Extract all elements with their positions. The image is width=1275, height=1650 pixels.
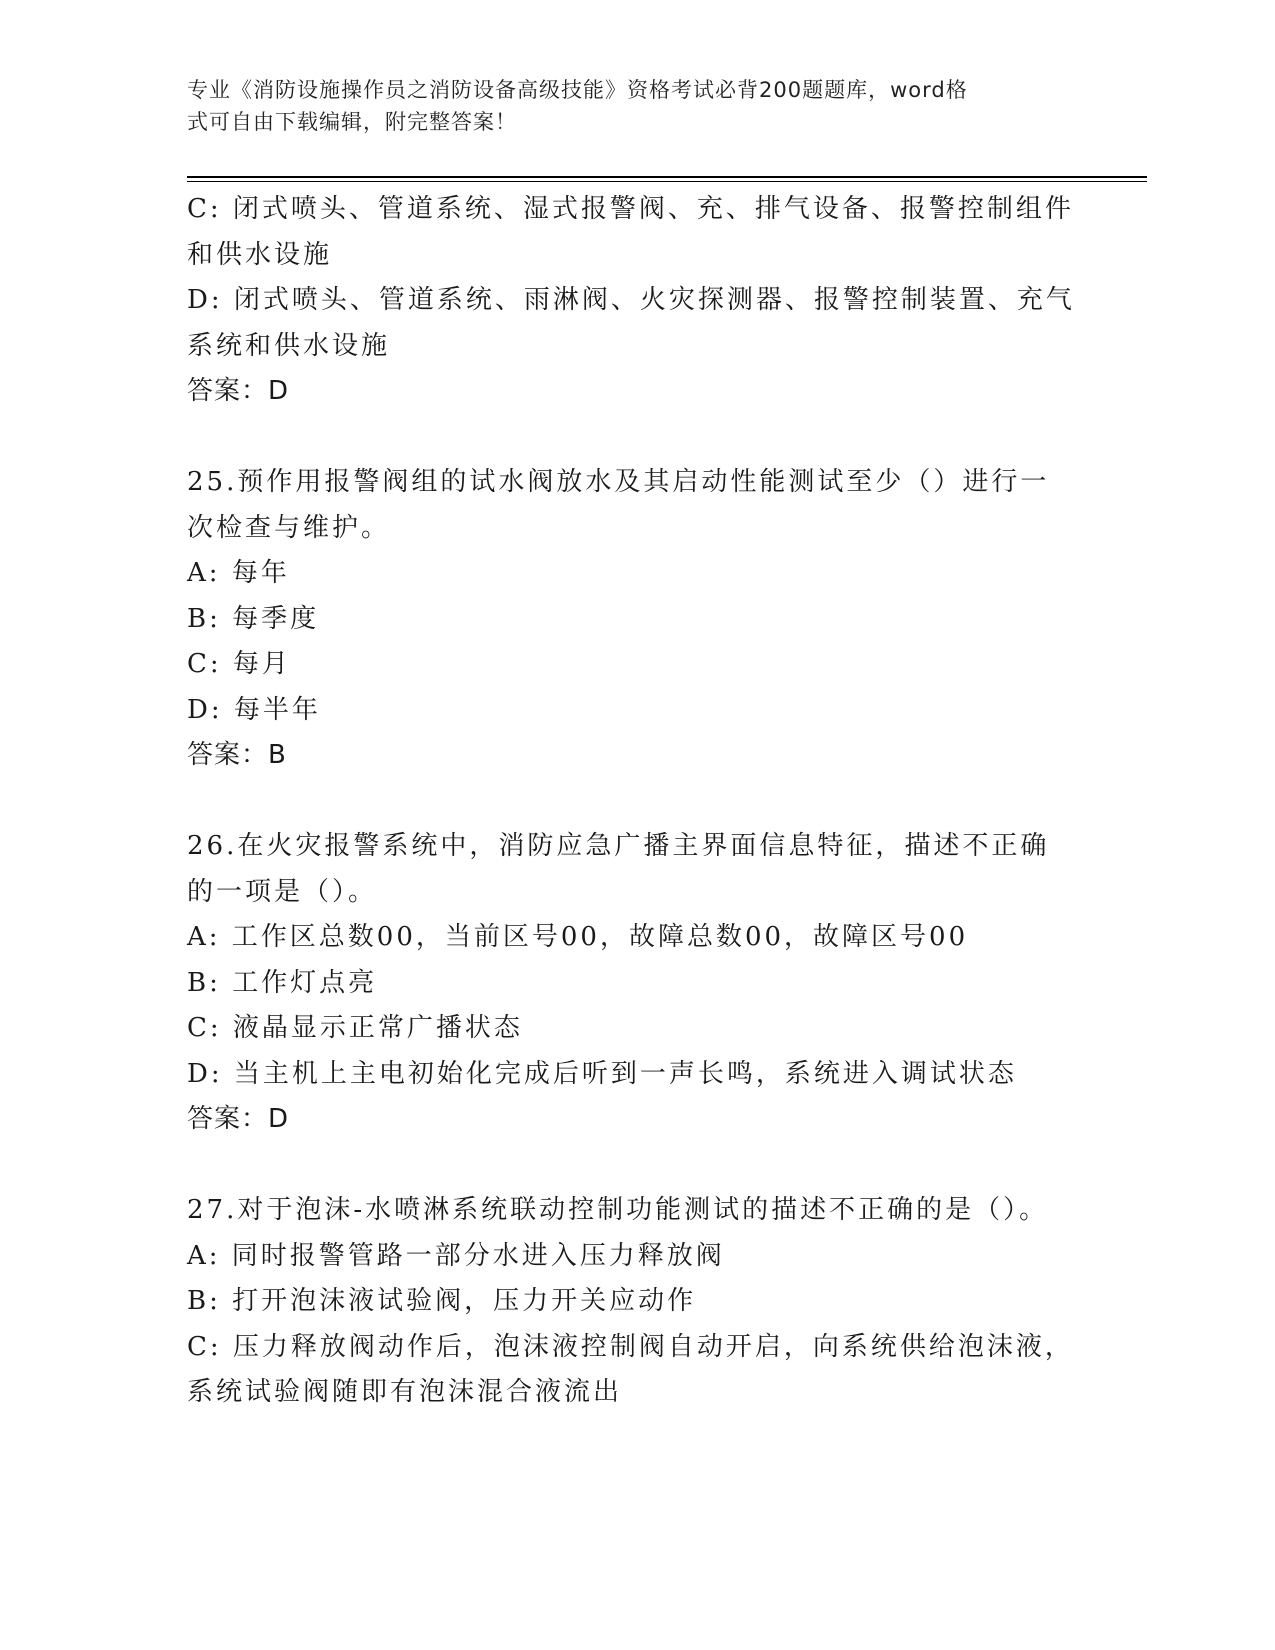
question-text: 26.在火灾报警系统中，消防应急广播主界面信息特征，描述不正确的一项是（）。 [187,831,1050,907]
option-a: A: 每年 [187,558,290,588]
question-text: 27.对于泡沫-水喷淋系统联动控制功能测试的描述不正确的是（）。 [187,1195,1049,1225]
option-b: B: 打开泡沫液试验阀，压力开关应动作 [187,1286,697,1316]
document-header [187,74,1087,138]
option-b: B: 每季度 [187,603,320,634]
header-line-2: 式可自由下载编辑，附完整答案！ [187,110,517,134]
answer: 答案：B [187,740,287,770]
spacer [187,1143,1077,1189]
option-c: C: 每月 [187,649,291,679]
header-divider-thin [187,181,1147,182]
question-text: 25.预作用报警阀组的试水阀放水及其启动性能测试至少（）进行一次检查与维护。 [187,467,1050,543]
option-b: B: 工作灯点亮 [187,967,378,998]
question-block-26 [187,824,1077,1143]
question-block-27 [187,1188,1077,1416]
option-d: D: 闭式喷头、管道系统、雨淋阀、火灾探测器、报警控制装置、充气系统和供水设施 [187,285,1075,361]
answer: 答案：D [187,1104,290,1134]
option-a: A: 工作区总数00，当前区号00，故障总数00，故障区号00 [187,922,969,952]
option-d: D: 当主机上主电初始化完成后听到一声长鸣，系统进入调试状态 [187,1058,1017,1089]
spacer [187,415,1077,461]
option-a: A: 同时报警管路一部分水进入压力释放阀 [187,1240,725,1271]
spacer [187,779,1077,825]
question-block-prev [187,187,1077,415]
question-list [187,187,1077,1416]
header-line-1: 专业《消防设施操作员之消防设备高级技能》资格考试必背200题题库，word格 [187,78,968,102]
answer: 答案：D [187,376,290,406]
question-block-25 [187,460,1077,779]
option-c: C: 压力释放阀动作后，泡沫液控制阀自动开启，向系统供给泡沫液，系统试验阀随即有泡沫混合液流出 [187,1331,1074,1407]
option-d: D: 每半年 [187,694,321,725]
option-c: C: 液晶显示正常广播状态 [187,1013,523,1043]
option-c: C: 闭式喷头、管道系统、湿式报警阀、充、排气设备、报警控制组件和供水设施 [187,194,1074,270]
header-divider-thick [187,176,1147,178]
